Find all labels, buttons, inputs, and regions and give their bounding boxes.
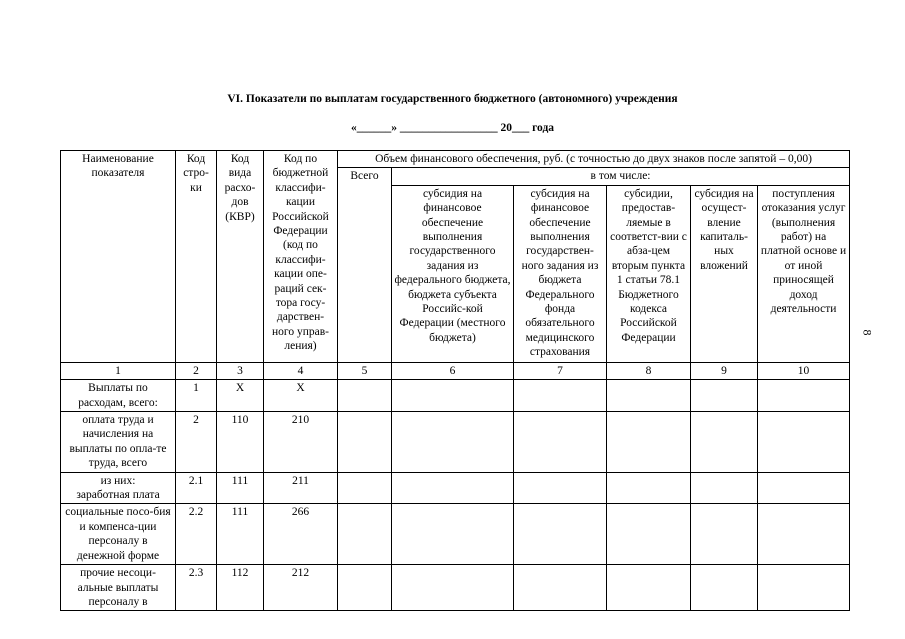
value-cell	[607, 472, 691, 504]
value-cell	[691, 565, 758, 611]
value-cell	[758, 380, 850, 412]
row-code: 2.1	[176, 472, 217, 504]
row-bk: 266	[264, 504, 338, 565]
row-bk: 212	[264, 565, 338, 611]
header-including: в том числе:	[392, 168, 850, 185]
value-cell	[607, 380, 691, 412]
header-budget-classification: Код по бюджетной классифи-кации Российской Федерации (код по классифи-кации опе-раций сек-тора госу-дарствен-ного управ-ления)	[264, 151, 338, 363]
value-cell	[691, 412, 758, 473]
column-number: 1	[61, 362, 176, 379]
header-paid-services: поступления отоказания услуг (выполнения работ) на платной основе и от иной приносящей доход деятельности	[758, 185, 850, 362]
column-number: 3	[217, 362, 264, 379]
table-row	[61, 472, 850, 504]
row-code: 2.2	[176, 504, 217, 565]
column-number: 8	[607, 362, 691, 379]
row-kvr: 112	[217, 565, 264, 611]
value-cell	[338, 504, 392, 565]
header-subsidy-78-1: субсидии, предостав-ляемые в соответст-вии с абза-цем вторым пункта 1 статьи 78.1 Бюджетного кодекса Российской Федерации	[607, 185, 691, 362]
row-name: Выплаты по расходам, всего:	[61, 380, 176, 412]
page-number: 8	[860, 329, 875, 336]
row-name: оплата труда и начисления на выплаты по опла-те труда, всего	[61, 412, 176, 473]
value-cell	[338, 412, 392, 473]
row-name: социальные посо-бия и компенса-ции персоналу в денежной форме	[61, 504, 176, 565]
row-name: прочие несоци-альные выплаты персоналу в	[61, 565, 176, 611]
row-name: из них: заработная плата	[61, 472, 176, 504]
value-cell	[758, 504, 850, 565]
document-title: VI. Показатели по выплатам государственного бюджетного (автономного) учреждения	[227, 93, 678, 105]
value-cell	[392, 504, 514, 565]
value-cell	[607, 565, 691, 611]
value-cell	[392, 412, 514, 473]
row-code: 1	[176, 380, 217, 412]
row-bk: 210	[264, 412, 338, 473]
column-number: 4	[264, 362, 338, 379]
header-financing: Объем финансового обеспечения, руб. (с точностью до двух знаков после запятой – 0,00)	[338, 151, 850, 168]
value-cell	[691, 504, 758, 565]
column-number-row	[61, 362, 850, 379]
value-cell	[338, 472, 392, 504]
header-subsidy-federal: субсидия на финансовое обеспечение выполнения государственного задания из федерального бюджета, бюджета субъекта Российс-кой Федерации (местного бюджета)	[392, 185, 514, 362]
header-name: Наименование показателя	[61, 151, 176, 363]
date-line: «______» _________________ 20___ года	[350, 122, 555, 134]
value-cell	[392, 380, 514, 412]
row-kvr: X	[217, 380, 264, 412]
header-subsidy-ffoms: субсидия на финансовое обеспечение выполнения государствен-ного задания из бюджета Федерального фонда обязательного медицинского страхования	[514, 185, 607, 362]
value-cell	[514, 412, 607, 473]
value-cell	[392, 472, 514, 504]
value-cell	[691, 380, 758, 412]
table-row	[61, 380, 850, 412]
row-code: 2.3	[176, 565, 217, 611]
value-cell	[607, 504, 691, 565]
payments-table	[60, 150, 850, 611]
row-kvr: 111	[217, 504, 264, 565]
column-number: 10	[758, 362, 850, 379]
header-kvr-code: Код вида расхо-дов (КВР)	[217, 151, 264, 363]
table-row	[61, 504, 850, 565]
row-kvr: 110	[217, 412, 264, 473]
column-number: 7	[514, 362, 607, 379]
header-subsidy-capital: субсидия на осущест-вление капиталь-ных вложений	[691, 185, 758, 362]
row-bk: 211	[264, 472, 338, 504]
value-cell	[758, 565, 850, 611]
value-cell	[338, 380, 392, 412]
row-code: 2	[176, 412, 217, 473]
column-number: 6	[392, 362, 514, 379]
column-number: 5	[338, 362, 392, 379]
row-kvr: 111	[217, 472, 264, 504]
column-number: 2	[176, 362, 217, 379]
value-cell	[514, 380, 607, 412]
value-cell	[691, 472, 758, 504]
value-cell	[758, 472, 850, 504]
table-row	[61, 412, 850, 473]
value-cell	[607, 412, 691, 473]
value-cell	[514, 472, 607, 504]
value-cell	[758, 412, 850, 473]
value-cell	[392, 565, 514, 611]
column-number: 9	[691, 362, 758, 379]
header-row-code: Код стро-ки	[176, 151, 217, 363]
value-cell	[514, 504, 607, 565]
row-bk: X	[264, 380, 338, 412]
value-cell	[514, 565, 607, 611]
value-cell	[338, 565, 392, 611]
header-total: Всего	[338, 168, 392, 362]
table-row	[61, 565, 850, 611]
